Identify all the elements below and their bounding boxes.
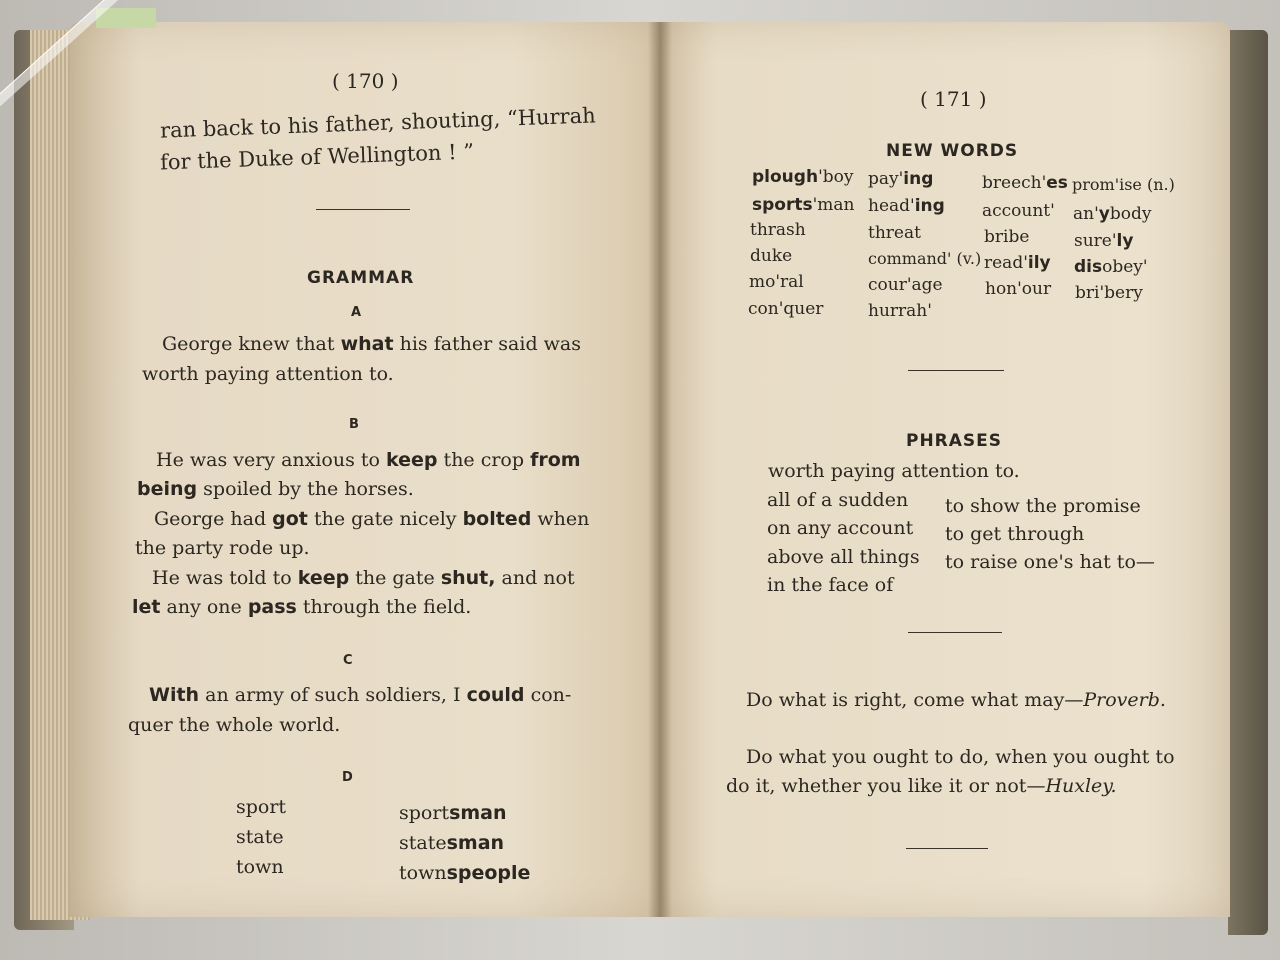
d-base-word: state bbox=[236, 826, 284, 848]
opening-line-2: for the Duke of Wellington ! ” bbox=[159, 139, 475, 175]
section-b-label: B bbox=[349, 417, 359, 432]
new-word: sports'man bbox=[752, 195, 855, 215]
phrases-heading: PHRASES bbox=[906, 431, 1003, 451]
new-word: command' (v.) bbox=[868, 249, 982, 268]
phrase: worth paying attention to. bbox=[768, 460, 1020, 482]
new-word: read'ily bbox=[984, 253, 1051, 273]
new-word: disobey' bbox=[1074, 257, 1148, 277]
proverb-quote: Do what is right, come what may—Proverb. bbox=[746, 689, 1166, 711]
section-a-line-1: George knew that what his father said was bbox=[162, 333, 581, 355]
new-word: duke bbox=[750, 246, 793, 266]
new-word: hon'our bbox=[985, 279, 1052, 299]
new-words-heading: NEW WORDS bbox=[886, 141, 1019, 161]
divider bbox=[908, 370, 1004, 371]
section-a-label: A bbox=[351, 305, 362, 320]
new-word: account' bbox=[982, 201, 1055, 221]
new-word: breech'es bbox=[982, 173, 1068, 193]
new-word: cour'age bbox=[868, 275, 943, 295]
opening-line-1: ran back to his father, shouting, “Hurrah bbox=[159, 103, 597, 143]
phrase: above all things bbox=[767, 546, 920, 568]
new-word: prom'ise (n.) bbox=[1072, 175, 1175, 194]
right-page bbox=[660, 22, 1230, 917]
section-b-line-6: let any one pass through the field. bbox=[132, 596, 472, 618]
phrase: to raise one's hat to— bbox=[945, 551, 1155, 573]
page-number-left: ( 170 ) bbox=[332, 69, 399, 93]
divider bbox=[908, 632, 1002, 633]
phrase: to get through bbox=[945, 523, 1085, 545]
section-c-line-1: With an army of such soldiers, I could con- bbox=[149, 684, 572, 706]
new-word: head'ing bbox=[868, 196, 945, 216]
d-derived-word: townspeople bbox=[399, 862, 531, 884]
new-word: bri'bery bbox=[1075, 283, 1143, 303]
d-derived-word: statesman bbox=[399, 832, 505, 854]
phrase: on any account bbox=[767, 517, 914, 539]
section-a-line-2: worth paying attention to. bbox=[142, 363, 394, 385]
new-word: bribe bbox=[984, 227, 1030, 247]
section-b-line-3: George had got the gate nicely bolted when bbox=[154, 508, 590, 530]
phrase: in the face of bbox=[767, 574, 894, 596]
new-word: hurrah' bbox=[868, 301, 932, 321]
new-word: plough'boy bbox=[752, 167, 854, 187]
d-derived-word: sportsman bbox=[399, 802, 507, 824]
new-word: thrash bbox=[750, 220, 806, 240]
phrase: all of a sudden bbox=[767, 489, 909, 511]
new-word: an'ybody bbox=[1073, 204, 1152, 224]
section-d-label: D bbox=[342, 770, 353, 785]
section-b-line-1: He was very anxious to keep the crop from bbox=[156, 449, 581, 471]
grammar-heading: GRAMMAR bbox=[307, 268, 415, 288]
section-c-line-2: quer the whole world. bbox=[128, 714, 341, 736]
section-b-line-2: being spoiled by the horses. bbox=[137, 478, 414, 500]
new-word: threat bbox=[868, 223, 921, 243]
book-cover-right bbox=[1228, 30, 1268, 935]
phrase: to show the promise bbox=[945, 495, 1141, 517]
divider bbox=[906, 848, 988, 849]
huxley-quote-line-2: do it, whether you like it or not—Huxley. bbox=[726, 775, 1117, 797]
page-number-right: ( 171 ) bbox=[920, 87, 987, 111]
new-word: con'quer bbox=[748, 299, 824, 319]
section-b-line-4: the party rode up. bbox=[135, 537, 310, 559]
d-base-word: sport bbox=[236, 796, 287, 818]
new-word: sure'ly bbox=[1074, 231, 1134, 251]
d-base-word: town bbox=[236, 856, 284, 878]
divider bbox=[316, 209, 410, 210]
section-b-line-5: He was told to keep the gate shut, and not bbox=[152, 567, 575, 589]
new-word: pay'ing bbox=[868, 169, 934, 189]
left-page bbox=[70, 22, 660, 917]
section-c-label: C bbox=[343, 653, 353, 668]
huxley-quote-line-1: Do what you ought to do, when you ought to bbox=[746, 746, 1175, 768]
new-word: mo'ral bbox=[749, 272, 804, 292]
book-gutter bbox=[648, 22, 672, 917]
